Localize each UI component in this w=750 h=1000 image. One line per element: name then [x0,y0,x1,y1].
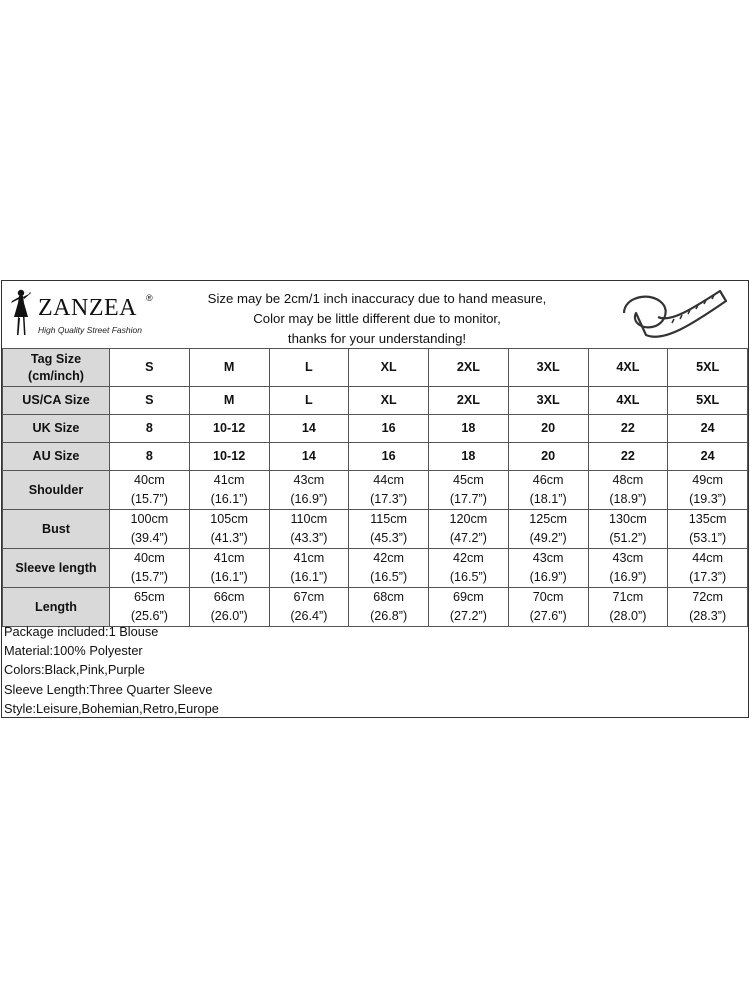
cell-value: 125cm [529,512,568,526]
row-header-label: AU Size [32,449,80,463]
cell-value: 41cm [213,473,245,487]
table-cell [110,510,190,549]
cell-value: S [145,393,154,407]
cell-value: 49cm [692,473,724,487]
cell-value: 3XL [536,393,560,407]
info-line: Material:100% Polyester [4,643,143,659]
table-cell [269,443,349,471]
cell-value: 16 [381,449,396,463]
size-chart [1,280,749,718]
cell-value: (18.1”) [529,492,567,506]
fashion-model-icon [8,287,34,341]
table-row [3,387,748,415]
table-cell [588,549,668,588]
row-header [3,510,110,549]
table-cell [349,549,429,588]
table-cell [189,349,269,387]
row-header [3,471,110,510]
table-cell [588,443,668,471]
table-cell [429,510,509,549]
cell-value: 40cm [133,473,165,487]
cell-value: 72cm [692,590,724,604]
table-cell [189,415,269,443]
row-header-label: US/CA Size [22,393,90,407]
table-cell [189,510,269,549]
brand-logo [8,287,158,345]
cell-value: XL [380,360,397,374]
cell-value: (16.1”) [210,570,248,584]
cell-value: (28.0”) [609,609,647,623]
cell-value: 65cm [133,590,165,604]
cell-value: 41cm [213,551,245,565]
row-header [3,415,110,443]
row-header-label: (cm/inch) [28,368,84,383]
table-cell [508,549,588,588]
table-cell [668,471,748,510]
table-row [3,415,748,443]
table-cell [508,588,588,627]
cell-value: (51.2”) [609,531,647,545]
note-line: Color may be little different due to monitor, [253,311,501,326]
cell-value: 135cm [688,512,727,526]
table-cell [508,443,588,471]
note-line: thanks for your understanding! [287,331,467,346]
cell-value: (53.1”) [689,531,727,545]
table-cell [429,588,509,627]
cell-value: M [223,360,235,374]
cell-value: 44cm [692,551,724,565]
table-cell [189,549,269,588]
cell-value: 46cm [532,473,564,487]
table-cell [588,387,668,415]
cell-value: (16.9”) [529,570,567,584]
cell-value: 18 [461,421,476,435]
product-info [4,622,219,718]
row-header [3,443,110,471]
cell-value: (49.2”) [529,531,567,545]
cell-value: (16.5”) [370,570,408,584]
cell-value: 44cm [373,473,405,487]
chart-header [2,281,748,349]
info-line: Style:Leisure,Bohemian,Retro,Europe [4,700,219,716]
table-row [3,549,748,588]
cell-value: 3XL [536,360,560,374]
cell-value: 66cm [213,590,245,604]
table-row [3,443,748,471]
cell-value: 14 [301,421,316,435]
size-table [2,348,748,627]
registered-mark: ® [146,293,153,303]
cell-value: 5XL [696,360,720,374]
cell-value: 105cm [210,512,249,526]
cell-value: (25.6”) [130,609,168,623]
cell-value: (16.1”) [210,492,248,506]
cell-value: 2XL [456,393,480,407]
cell-value: 115cm [370,512,408,526]
table-cell [429,387,509,415]
table-cell [588,471,668,510]
row-header [3,549,110,588]
cell-value: 48cm [612,473,644,487]
table-cell [668,588,748,627]
table-cell [349,471,429,510]
cell-value: (26.0”) [210,609,248,623]
cell-value: 43cm [532,551,564,565]
table-cell [110,415,190,443]
table-cell [429,471,509,510]
cell-value: (27.6”) [529,609,567,623]
cell-value: (47.2”) [449,531,487,545]
cell-value: L [305,360,313,374]
info-line: Package included:1 Blouse [4,624,159,639]
table-cell [110,443,190,471]
cell-value: 130cm [608,512,647,526]
cell-value: XL [380,393,397,407]
cell-value: 18 [461,449,476,463]
cell-value: 4XL [616,393,640,407]
cell-value: 45cm [452,473,484,487]
table-cell [668,443,748,471]
cell-value: (27.2”) [449,609,487,623]
cell-value: (15.7”) [130,492,168,506]
row-header-label: Bust [42,521,70,536]
cell-value: (43.3”) [290,531,328,545]
table-cell [508,510,588,549]
cell-value: 41cm [293,551,325,565]
table-cell [269,510,349,549]
table-cell [189,387,269,415]
table-cell [110,588,190,627]
cell-value: 42cm [452,551,484,565]
cell-value: (26.8”) [370,609,408,623]
cell-value: 8 [145,449,153,463]
table-cell [429,349,509,387]
cell-value: 42cm [373,551,405,565]
table-cell [110,387,190,415]
table-cell [269,387,349,415]
table-cell [508,387,588,415]
brand-tagline: High Quality Street Fashion [38,325,142,335]
cell-value: L [305,393,313,407]
table-row [3,510,748,549]
cell-value: (17.3”) [689,570,727,584]
table-cell [189,471,269,510]
table-cell [110,549,190,588]
cell-value: (15.7”) [130,570,168,584]
row-header [3,349,110,387]
cell-value: 14 [301,449,316,463]
row-header-label: UK Size [32,421,80,435]
cell-value: 71cm [612,590,644,604]
cell-value: (45.3”) [370,531,408,545]
brand-name: ZANZEA [38,295,137,321]
cell-value: 120cm [449,512,488,526]
table-cell [189,443,269,471]
cell-value: (18.9”) [609,492,647,506]
cell-value: (17.7”) [449,492,487,506]
table-cell [269,588,349,627]
table-cell [269,349,349,387]
table-cell [668,510,748,549]
row-header-label: Length [35,599,77,614]
cell-value: 40cm [133,551,165,565]
cell-value: 43cm [293,473,325,487]
row-header-label: Sleeve length [15,560,97,575]
info-line: Sleeve Length:Three Quarter Sleeve [4,681,213,697]
table-cell [269,415,349,443]
table-cell [429,549,509,588]
cell-value: (41.3”) [210,531,248,545]
table-cell [189,588,269,627]
table-cell [668,349,748,387]
cell-value: 20 [541,421,556,435]
cell-value: (16.1”) [290,570,328,584]
cell-value: S [145,360,154,374]
cell-value: (16.9”) [609,570,647,584]
cell-value: 16 [381,421,396,435]
table-cell [349,443,429,471]
cell-value: (17.3”) [370,492,408,506]
row-header [3,387,110,415]
cell-value: 2XL [456,360,480,374]
cell-value: (19.3”) [689,492,727,506]
table-cell [668,549,748,588]
table-cell [110,349,190,387]
cell-value: 10-12 [213,449,246,463]
cell-value: (28.3”) [689,609,727,623]
cell-value: 24 [700,449,715,463]
table-cell [429,443,509,471]
cell-value: 24 [700,421,715,435]
cell-value: (26.4”) [290,609,328,623]
cell-value: (16.9”) [290,492,328,506]
table-cell [349,415,429,443]
cell-value: 20 [541,449,556,463]
cell-value: 5XL [696,393,720,407]
cell-value: 10-12 [213,421,246,435]
cell-value: M [223,393,235,407]
accuracy-notes [172,289,582,349]
table-cell [429,415,509,443]
cell-value: 8 [145,421,153,435]
table-cell [668,387,748,415]
cell-value: 22 [620,421,635,435]
cell-value: 4XL [616,360,640,374]
table-row [3,471,748,510]
table-cell [269,549,349,588]
cell-value: (39.4”) [130,531,168,545]
cell-value: 22 [620,449,635,463]
measuring-tape-icon [614,283,734,347]
table-cell [508,349,588,387]
table-row [3,349,748,387]
table-cell [508,471,588,510]
table-cell [588,349,668,387]
table-cell [269,471,349,510]
row-header [3,588,110,627]
info-line: Colors:Black,Pink,Purple [4,662,145,678]
note-line: Size may be 2cm/1 inch inaccuracy due to hand measure, [207,291,547,306]
cell-value: 70cm [532,590,564,604]
table-cell [349,588,429,627]
cell-value: 43cm [612,551,644,565]
table-cell [588,415,668,443]
row-header-label: Tag Size [30,351,82,366]
cell-value: 69cm [452,590,484,604]
cell-value: 100cm [130,512,169,526]
table-cell [588,510,668,549]
cell-value: 110cm [290,512,328,526]
table-cell [110,471,190,510]
table-row [3,588,748,627]
row-header-label: Shoulder [28,482,84,497]
table-cell [508,415,588,443]
cell-value: (16.5”) [449,570,487,584]
table-cell [668,415,748,443]
table-cell [349,387,429,415]
table-cell [349,349,429,387]
table-cell [349,510,429,549]
cell-value: 68cm [373,590,405,604]
cell-value: 67cm [293,590,325,604]
table-cell [588,588,668,627]
